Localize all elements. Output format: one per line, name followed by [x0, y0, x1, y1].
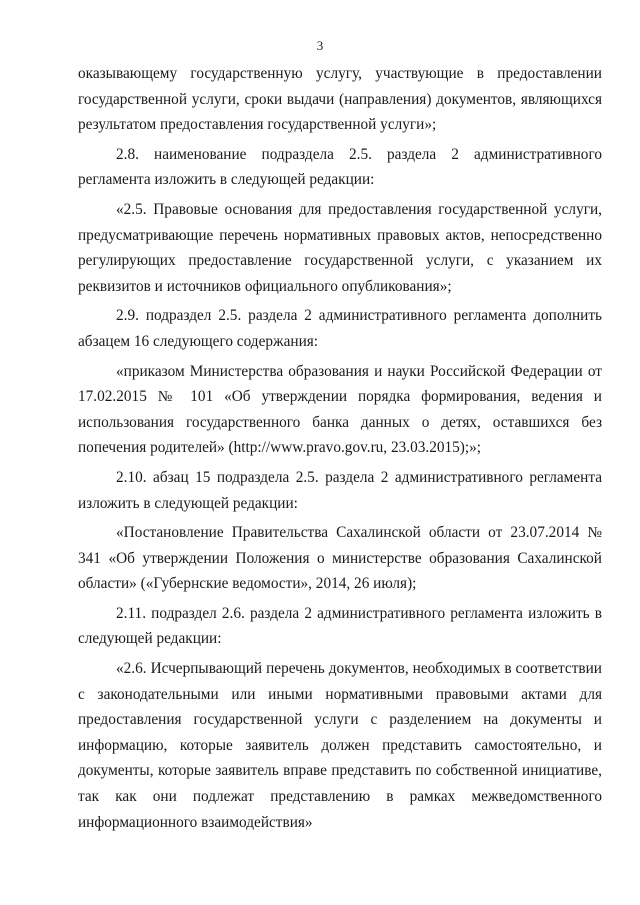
paragraph-item-2-11: 2.11. подраздел 2.6. раздела 2 административного регламента изложить в следующей редакции:: [78, 604, 602, 648]
paragraph-item-2-9: 2.9. подраздел 2.5. раздела 2 административного регламента дополнить абзацем 16 следующего содержания:: [78, 307, 602, 350]
paragraph-item-2-8: 2.8. наименование подраздела 2.5. раздела 2 административного регламента изложить в следующей редакции:: [78, 145, 602, 189]
paragraph-item-2-10: 2.10. абзац 15 подраздела 2.5. раздела 2 административного регламента изложить в следующей редакции:: [78, 468, 602, 512]
page-number: 3: [316, 38, 324, 53]
paragraph-quote-2-6: «2.6. Исчерпывающий перечень документов, необходимых в соответствии с законодательными или иными нормативными правовыми актами для предоставления государственной услуги с разделением на документы и информацию, которые заявитель должен представить самостоятельно, и документы, которые заявитель вправе представить по собственной инициативе, так как они подлежат представлению в рамках межведомственного информационного взаимодействия»: [78, 660, 602, 831]
paragraph-quote-2-5: «2.5. Правовые основания для предоставления государственной услуги, предусматривающие перечень нормативных правовых актов, непосредственно регулирующих предоставление государственной услуги, с указанием их реквизитов и источников официального опубликования»;: [78, 200, 602, 295]
paragraph-quote-order: «приказом Министерства образования и науки Российской Федерации от 17.02.2015 № 101 «Об утверждении порядка формирования, ведения и использования государственного банка данных о детях, оставшихся без попечения родителей» (http://www.pravo.gov.ru, 23.03.2015);»;: [78, 362, 602, 457]
paragraph-quote-resolution: «Постановление Правительства Сахалинской области от 23.07.2014 № 341 «Об утверждении Положения о министерстве образования Сахалинской области» («Губернские ведомости», 2014, 26 июля);: [78, 524, 602, 593]
document-body: [78, 61, 602, 839]
paragraph-continuation: оказывающему государственную услугу, участвующие в предоставлении государственной услуги, сроки выдачи (направления) документов, являющихся результатом предоставления государственной услуги»;: [78, 65, 602, 134]
